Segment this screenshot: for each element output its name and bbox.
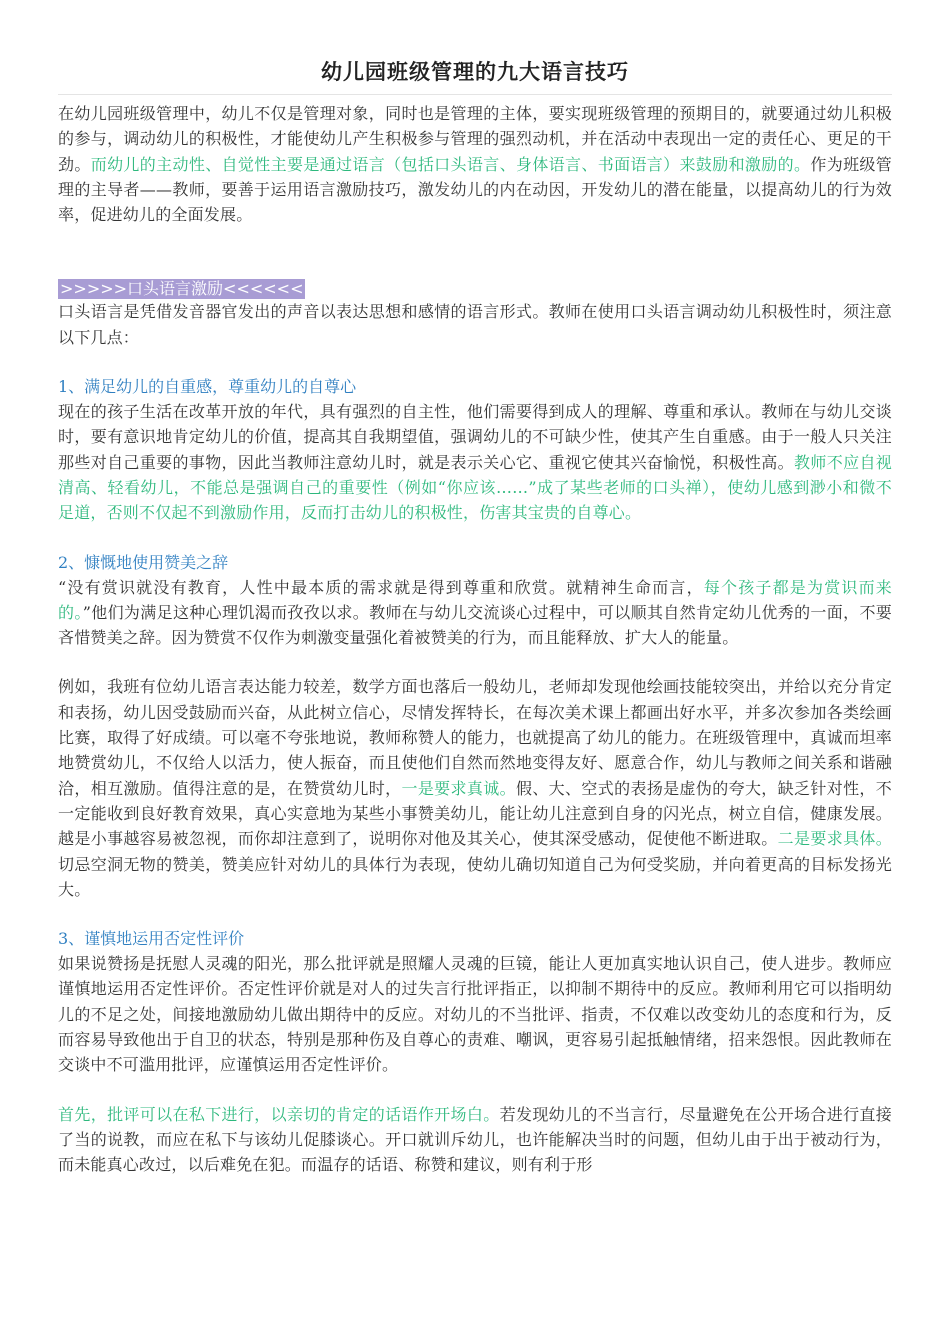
item2-quote-highlight: 每个孩子都是为赏识而来的。 bbox=[58, 577, 893, 622]
intro-highlight: 而幼儿的主动性、自觉性主要是通过语言（包括口头语言、身体语言、书面语言）来鼓励和激励的。 bbox=[90, 154, 811, 174]
section-intro-paragraph: 口头语言是凭借发音器官发出的声音以表达思想和感情的语言形式。教师在使用口头语言调动幼儿积极性时，须注意以下几点： bbox=[58, 302, 892, 347]
item3-highlight: 首先，批评可以在私下进行，以亲切的肯定的话语作开场白。 bbox=[58, 1104, 500, 1124]
item1-text: 现在的孩子生活在改革开放的年代，具有强烈的自主性，他们需要得到成人的理解、尊重和承认。教师在与幼儿交谈时，要有意识地肯定幼儿的价值，提高其自我期望值，强调幼儿的不可缺少性，使其产生自重感。由于一般人只关注那些对自己重要的事物，因此当教师注意幼儿时，就是表示关心它、重视它使其兴奋愉悦，积极性高。 bbox=[58, 402, 892, 472]
item-heading-2: 2、慷慨地使用赞美之辞 bbox=[58, 552, 229, 572]
item3-paragraph-1: 如果说赞扬是抚慰人灵魂的阳光，那么批评就是照耀人灵魂的巨镜，能让人更加真实地认识自己，使人进步。教师应谨慎地运用否定性评价。否定性评价就是对人的过失言行批评指正，以抑制不期待中的反应。教师利用它可以指明幼儿的不足之处，间接地激励幼儿做出期待中的反应。对幼儿的不当批评、指责，不仅难以改变幼儿的态度和行为，反而容易导致他出于自卫的状态，特别是那种伤及自尊心的责难、嘲讽，更容易引起抵触情绪，招来怨恨。因此教师在交谈中不可滥用批评，应谨慎运用否定性评价。 bbox=[58, 954, 892, 1075]
item-heading-3: 3、谨慎地运用否定性评价 bbox=[58, 929, 245, 949]
intro-text: 在幼儿园班级管理中，幼儿不仅是管理对象，同时也是管理的主体，要实现班级管理的预期目的，就要通过幼儿积极的参与，调动幼儿的积极性，才能使幼儿产生积极参与管理的强烈动机，并在活动中表现出一定的责任心、更足的干劲。 bbox=[58, 104, 892, 174]
item3-text: 若发现幼儿的不当言行，尽量避免在公开场合进行直接了当的说教，而应在私下与该幼儿促膝谈心。开口就训斥幼儿，也许能解决当时的问题，但幼儿由于出于被动行为，而未能真心改过，以后难免在犯。而温存的话语、称赞和建议，则有利于形 bbox=[58, 1104, 892, 1175]
intro-paragraph bbox=[58, 101, 892, 227]
intro-text-end: 作为班级管理的主导者——教师，要善于运用语言激励技巧，激发幼儿的内在动因，开发幼儿的潜在能量，以提高幼儿的行为效率，促进幼儿的全面发展。 bbox=[58, 154, 892, 225]
item2-point-sincere: 一是要求真诚。 bbox=[401, 778, 516, 798]
document-title: 幼儿园班级管理的九大语言技巧 bbox=[321, 59, 629, 84]
section-tag-oral-language: >>>>>口头语言激励<<<<<< bbox=[60, 279, 304, 299]
item2-paragraph-1 bbox=[58, 575, 892, 651]
item2-point-specific: 二是要求具体。 bbox=[777, 829, 892, 849]
item1-highlight: 教师不应自视清高、轻看幼儿，不能总是强调自己的重要性（例如“你应该……”成了某些老师的口头禅），使幼儿感到渺小和微不足道，否则不仅起不到激励作用，反而打击幼儿的积极性，伤害其宝贵的自尊心。 bbox=[58, 452, 892, 523]
section-tag-row bbox=[58, 279, 892, 299]
title-divider bbox=[58, 94, 892, 95]
item1-paragraph bbox=[58, 399, 892, 525]
item2-quote-end: ”他们为满足这种心理饥渴而孜孜以求。教师在与幼儿交流谈心过程中，可以顺其自然肯定幼儿优秀的一面，不要吝惜赞美之辞。因为赞赏不仅作为刺激变量强化着被赞美的行为，而且能释放、扩大人的能量。 bbox=[58, 602, 892, 648]
item2-quote-start: “没有赏识就没有教育，人性中最本质的需求就是得到尊重和欣赏。就精神生命而言， bbox=[58, 577, 704, 597]
item2-sincere-text: 假、大、空式的表扬是虚伪的夸大，缺乏针对性，不一定能收到良好教育效果，真心实意地为某些小事赞美幼儿，能让幼儿注意到自身的闪光点，树立自信，健康发展。越是小事越容易被忽视，而你却注意到了，说明你对他及其关心，使其深受感动，促使他不断进取。 bbox=[58, 778, 892, 849]
item3-paragraph-2 bbox=[58, 1102, 892, 1178]
item2-paragraph-2 bbox=[58, 674, 892, 902]
item2-example-text: 例如，我班有位幼儿语言表达能力较差，数学方面也落后一般幼儿，老师却发现他绘画技能较突出，并给以充分肯定和表扬，幼儿因受鼓励而兴奋，从此树立信心，尽情发挥特长，在每次美术课上都画出好水平，并多次参加各类绘画比赛，取得了好成绩。可以毫不夸张地说，教师称赞人的能力，也就提高了幼儿的能力。在班级管理中，真诚而坦率地赞赏幼儿，不仅给人以活力，使人振奋，而且使他们自然而然地变得友好、愿意合作，幼儿与教师之间关系和谐融洽，相互激励。值得注意的是，在赞赏幼儿时， bbox=[58, 677, 892, 798]
item2-specific-text: 切忌空洞无物的赞美，赞美应针对幼儿的具体行为表现，使幼儿确切知道自己为何受奖励，并向着更高的目标发扬光大。 bbox=[58, 854, 892, 899]
item-heading-1: 1、满足幼儿的自重感，尊重幼儿的自尊心 bbox=[58, 377, 357, 397]
